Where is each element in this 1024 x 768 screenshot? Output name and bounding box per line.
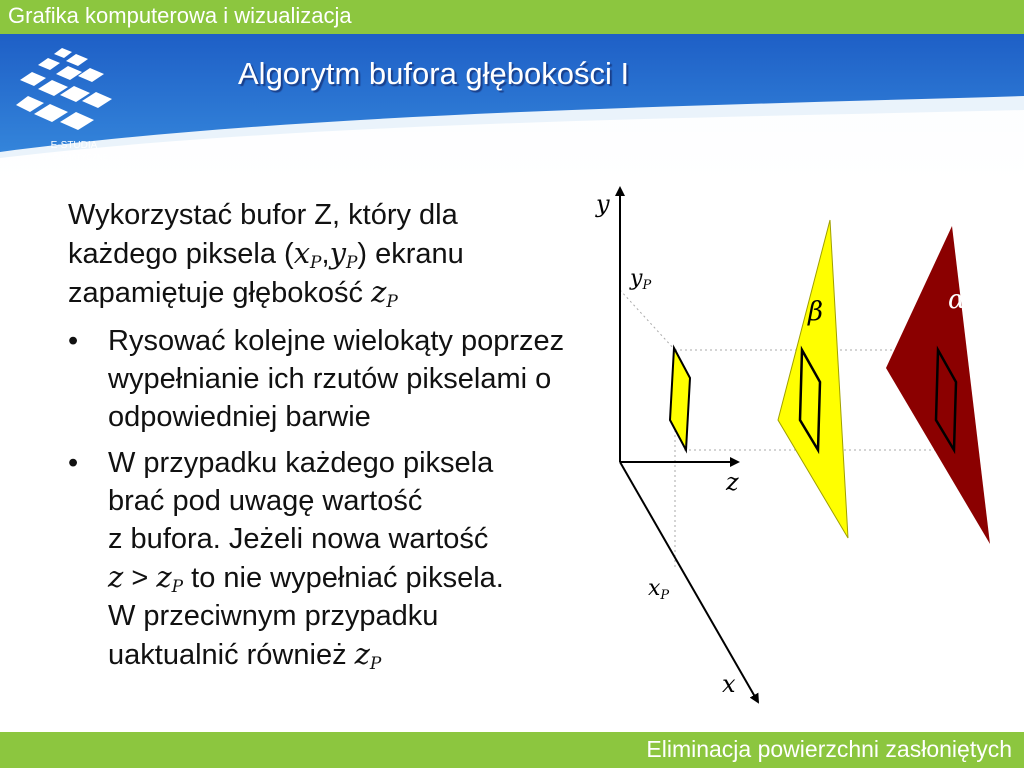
bullet-list (68, 322, 608, 674)
intro-text: Wykorzystać bufor Z, który dla każdego piksela $(x_P,y_P)$ ekranu zapamiętuje głębokość $z_P$ (68, 199, 464, 312)
slide-title: Algorytm bufora głębokości I (238, 56, 630, 91)
label-x: x (722, 670, 736, 698)
top-bar (0, 0, 1024, 34)
projection-p1 (670, 348, 690, 450)
logo-text-line1: E-STUDIA (50, 140, 98, 151)
bullet-item: • W przypadku każdego piksela brać pod uwagę wartość z bufora. Jeżeli nowa wartość $z > z_P$ to nie wypełniać piksela. W przeciwnym przypadku uaktualnić również $z_P$ (68, 444, 608, 674)
bottom-bar (0, 732, 1024, 768)
course-title: Grafika komputerowa i wizualizacja (8, 3, 352, 28)
e-studia-logo (14, 40, 134, 170)
label-beta: β (808, 297, 824, 327)
label-yp: yP (630, 266, 652, 293)
footer-topic: Eliminacja powierzchni zasłoniętych (646, 736, 1012, 762)
zbuffer-diagram (580, 170, 1024, 730)
label-xp: xP (648, 576, 670, 603)
logo-text-line2: INFORMATYCZNE (39, 153, 109, 162)
logo-grid-icon (16, 48, 112, 130)
x-axis (620, 462, 758, 702)
label-z: z (726, 468, 739, 496)
label-alpha: α (948, 285, 966, 315)
label-y: y (596, 190, 610, 218)
beta-plane (778, 220, 848, 538)
bullet-item: • Rysować kolejne wielokąty poprzez wypełnianie ich rzutów pikselami o odpowiedniej barwie (68, 322, 608, 436)
slide-content (68, 196, 608, 682)
